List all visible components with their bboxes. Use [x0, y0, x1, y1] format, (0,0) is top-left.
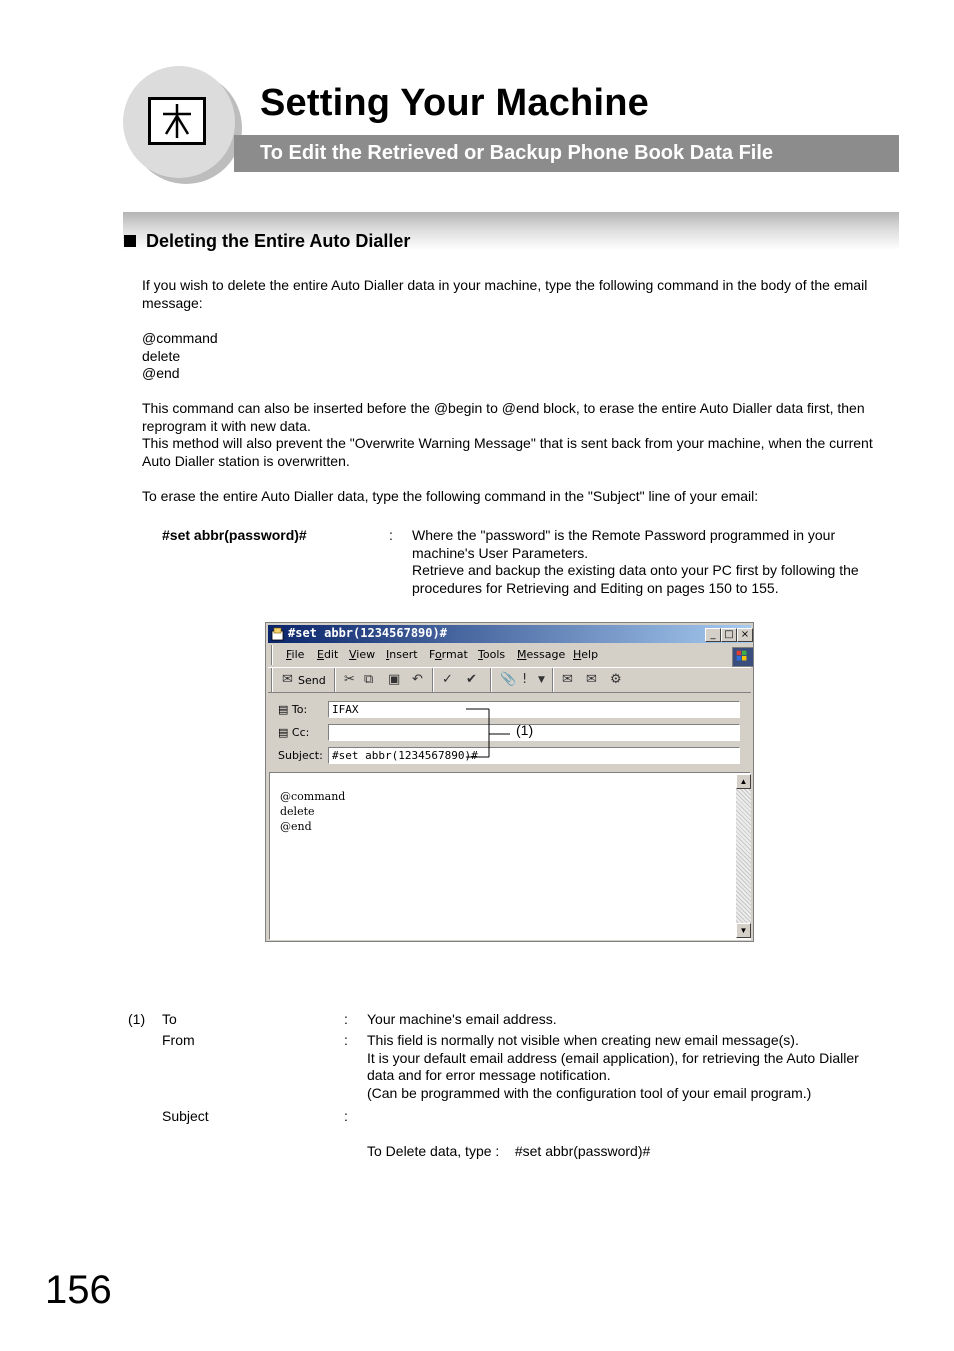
command-desc-line: Retrieve and backup the existing data onto your PC first by following the procedures for Retrieving and Editing on pages 150 to 155.	[412, 562, 859, 596]
menu-insert[interactable]: Insert	[386, 648, 418, 661]
window-title: #set abbr(1234567890)#	[288, 626, 447, 640]
minimize-button[interactable]: _	[705, 628, 721, 642]
callout-bracket	[266, 623, 755, 943]
cc-label[interactable]: ▤ Cc:	[278, 726, 310, 739]
footnote-label-from: From	[162, 1032, 195, 1048]
to-label[interactable]: ▤ To:	[278, 703, 308, 716]
footnote-colon: :	[344, 1108, 348, 1124]
code-line: @command	[142, 330, 218, 346]
menu-file[interactable]: File	[286, 648, 305, 661]
close-button[interactable]: ×	[737, 628, 753, 642]
menu-tools[interactable]: Tools	[478, 648, 506, 661]
footnote-text-to	[367, 1011, 887, 1029]
footnote-colon: :	[344, 1011, 348, 1027]
body-line: @command	[280, 790, 346, 803]
to-field[interactable]: IFAX	[328, 701, 740, 718]
footnote-line: (Can be programmed with the configuration tool of your email program.)	[367, 1084, 812, 1101]
menu-view[interactable]: View	[349, 648, 376, 661]
paste-icon[interactable]: ▣	[388, 672, 401, 687]
menu-edit[interactable]: Edit	[317, 648, 339, 661]
explanation-line: This command can also be inserted before the @begin to @end block, to erase the entire Auto Dialler data first, then reprogram it with new data.	[142, 400, 865, 434]
menu-format[interactable]: Format	[429, 648, 468, 661]
send-icon[interactable]: ✉	[282, 672, 293, 687]
priority-icon[interactable]: !	[522, 672, 528, 687]
footnote-label-to: To	[162, 1011, 177, 1027]
body-line: delete	[280, 805, 315, 818]
footnote-line: This field is normally not visible when creating new email message(s).	[367, 1032, 799, 1048]
footnote-colon: :	[344, 1032, 348, 1048]
footnote-label-subject: Subject	[162, 1108, 209, 1124]
offline-icon[interactable]: ⚙	[610, 672, 622, 687]
footnote-line: To Delete data, type : #set abbr(password)#	[367, 1143, 651, 1159]
footnote-marker: (1)	[128, 1011, 146, 1027]
maximize-button[interactable]: □	[721, 628, 737, 642]
command-label: #set abbr(password)#	[162, 527, 307, 543]
subject-instruction: To erase the entire Auto Dialler data, type the following command in the "Subject" line of your email:	[142, 488, 759, 504]
body-line: @end	[280, 820, 312, 833]
page-subtitle: To Edit the Retrieved or Backup Phone Book Data File	[260, 142, 774, 164]
section-bullet-icon	[124, 235, 136, 247]
section-title: Deleting the Entire Auto Dialler	[146, 231, 411, 251]
email-compose-window	[265, 622, 754, 942]
footnote-line: It is your default email address (email application), for retrieving the Auto Dialler data and for error message notification.	[367, 1049, 859, 1083]
code-line: @end	[142, 365, 180, 381]
spelling-icon[interactable]: ✔	[466, 672, 477, 687]
explanation-paragraph	[142, 400, 902, 470]
copy-icon[interactable]: ⧉	[364, 672, 374, 687]
footnote-line: Your machine's email address.	[367, 1011, 557, 1027]
footnote-text-subject	[367, 1108, 887, 1178]
menu-help[interactable]: Help	[573, 648, 599, 661]
undo-icon[interactable]: ↶	[412, 672, 423, 687]
page-number: 156	[45, 1268, 112, 1312]
encrypt-icon[interactable]: ✉	[586, 672, 597, 687]
machine-settings-icon	[148, 97, 206, 145]
attach-icon[interactable]: 📎	[500, 672, 517, 687]
address-book-icon: ▤	[278, 703, 289, 716]
subject-field[interactable]: #set abbr(1234567890)#	[328, 747, 740, 764]
command-colon: :	[389, 527, 393, 543]
code-line: delete	[142, 347, 181, 364]
subject-label: Subject:	[278, 749, 323, 762]
explanation-line: This method will also prevent the "Overwrite Warning Message" that is sent back from your machine, when the current Auto Dialler station is overwritten.	[142, 435, 873, 469]
command-desc-line: Where the "password" is the Remote Password programmed in your machine's User Parameters.	[412, 527, 836, 561]
priority-dropdown-icon[interactable]: ▼	[538, 675, 545, 685]
command-block	[142, 330, 218, 383]
menu-message[interactable]: Message	[517, 648, 566, 661]
send-button[interactable]: Send	[298, 674, 326, 687]
sign-icon[interactable]: ✉	[562, 672, 573, 687]
footnote-text-from	[367, 1032, 887, 1102]
check-names-icon[interactable]: ✓	[442, 672, 453, 687]
cut-icon[interactable]: ✂	[344, 672, 355, 687]
callout-label: (1)	[516, 722, 534, 738]
page-title: Setting Your Machine	[260, 82, 649, 124]
scroll-down-button[interactable]: ▼	[736, 923, 751, 938]
address-book-icon: ▤	[278, 726, 289, 739]
scroll-up-button[interactable]: ▲	[736, 774, 751, 789]
intro-paragraph: If you wish to delete the entire Auto Dialler data in your machine, type the following command in the body of the email message:	[142, 277, 868, 311]
command-description	[412, 527, 872, 597]
